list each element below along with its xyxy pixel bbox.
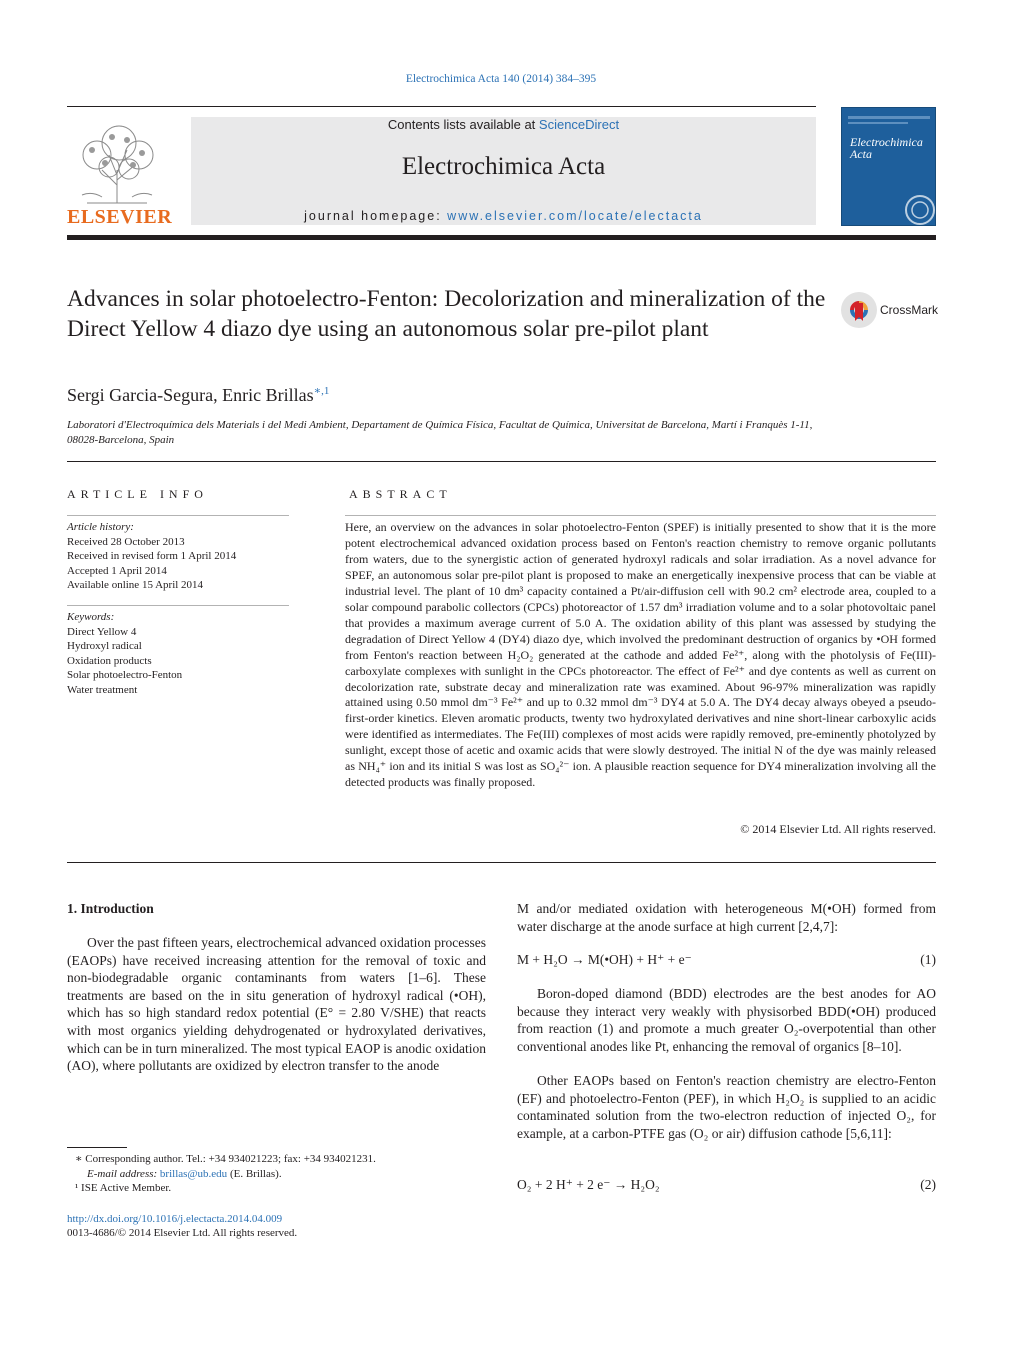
history-item: Received in revised form 1 April 2014 <box>67 550 237 562</box>
article-history <box>67 520 289 593</box>
header-thick-rule <box>67 235 936 240</box>
homepage-prefix: journal homepage: <box>304 209 448 223</box>
email-line <box>67 1167 486 1182</box>
equation-1: M + H₂O → M(•OH) + H⁺ + e⁻ <box>517 952 692 967</box>
abstract-end-rule <box>67 862 936 863</box>
footnotes <box>67 1152 486 1196</box>
email-link[interactable]: brillas@ub.edu <box>159 1167 228 1180</box>
contents-prefix: Contents lists available at <box>387 117 539 132</box>
abstract-heading: ABSTRACT <box>349 487 452 501</box>
introduction-heading: 1. Introduction <box>67 901 154 916</box>
intro-paragraph-right-3: Other EAOPs based on Fenton's reaction chemistry are electro-Fenton (EF) and photoelectro-Fenton (PEF), in which H₂O₂ is supplied to an acidic contaminated solution from the two-electron reduction of injected O₂, for example, at a carbon-PTFE gas (O₂ or air) diffusion cathode [5,6,11]: <box>517 1073 936 1141</box>
cover-art <box>842 108 936 226</box>
history-item: Accepted 1 April 2014 <box>67 564 167 577</box>
journal-name: Electrochimica Acta <box>401 153 606 180</box>
cover-title: Electrochimica Acta <box>850 135 923 161</box>
keywords-list <box>67 610 289 697</box>
abstract-text: Here, an overview on the advances in solar photoelectro-Fenton (SPEF) is initially presented to show that it is the more potent electrochemical advanced oxidation process based on Fenton's reaction chemistry to remove organic pollutants from waters, due to the synergistic action of generated hydroxyl radicals and solar irradiation. As a novel advance for SPEF, an autonomous solar pre-pilot plant is proposed to make an energetically inexpensive process that can be viable at industrial level. The plant of 10 dm³ capacity contained a Pt/air-diffusion cell with 90.2 cm² electrode area, coupled to a solar compound parabolic collectors (CPCs) photoreactor of 1.57 dm³ irradiation volume and to a solar photovoltaic panel that provides a maximum average current of 5.0 A. The oxidation ability of this plant was assessed by studying the degradation of Direct Yellow 4 (DY4) diazo dye, which involved the predominant destruction of organics by •OH formed from Fenton's reaction between H₂O₂ generated at the cathode and added Fe²⁺, along with the photolysis of Fe(III)-carboxylate complexes with sunlight in the CPCs photoreactor. The effect of Fe²⁺ and dye contents as well as current on decolorization rate, substrate decay and mineralization rate was examined. About 96-97% mineralization was rapidly attained using 0.50 mmol dm⁻³ Fe²⁺ and up to 0.32 mmol dm⁻³ DY4 at 5.0 A. The DY4 decay always obeyed a pseudo-first-order kinetics. Eleven aromatic products, twenty two hydroxylated derivatives and nine short-linear carboxylic acids were identified as intermediates. The Fe(III) complexes of most acids were rapidly removed, pre-eminently photolyzed by sunlight, except those of acetic and oxamic acids that were slowly destroyed. The initial N of the dye was mainly released as NH₄⁺ ion and its initial S was lost as SO₄²⁻ ion. A plausible reaction sequence for DY4 mineralization involving all the detected products was finally proposed. <box>345 520 936 790</box>
equation-1-number: (1) <box>920 952 936 967</box>
history-item: Available online 15 April 2014 <box>67 579 204 591</box>
keyword-item: Direct Yellow 4 <box>67 625 137 638</box>
article-title: Advances in solar photoelectro-Fenton: Decolorization and mineralization of the Direct Yellow 4 diazo dye using an autonomous solar pre-pilot plant <box>67 286 826 342</box>
ise-member-note: ¹ ISE Active Member. <box>75 1182 172 1194</box>
email-suffix: (E. Brillas). <box>227 1167 282 1180</box>
crossmark-label[interactable]: CrossMark <box>880 303 939 317</box>
header-rule <box>67 106 816 107</box>
homepage-link[interactable]: www.elsevier.com/locate/electacta <box>447 209 703 223</box>
abstract-copyright: © 2014 Elsevier Ltd. All rights reserved. <box>740 822 936 836</box>
author-names: Sergi Garcia-Segura, Enric Brillas <box>67 385 314 405</box>
affiliation: Laboratori d'Electroquímica dels Materials i del Medi Ambient, Departament de Química Física, Facultat de Química, Universitat de Barcelona, Martí i Franquès 1-11, 08028-Barcelona, Spain <box>67 419 813 446</box>
keyword-item: Solar photoelectro-Fenton <box>67 669 183 681</box>
history-label: Article history: <box>67 521 134 533</box>
sciencedirect-link[interactable]: ScienceDirect <box>538 117 620 132</box>
author-marks[interactable]: ∗,1 <box>313 385 330 397</box>
keywords-rule <box>67 605 289 606</box>
keyword-item: Water treatment <box>67 683 138 696</box>
email-label: E-mail address: <box>87 1167 160 1180</box>
author-list <box>67 384 329 406</box>
elsevier-wordmark: ELSEVIER <box>67 206 173 228</box>
intro-paragraph-left: Over the past fifteen years, electrochemical advanced oxidation processes (EAOPs) have received increasing attention for the removal of toxic and non-biodegradable organic contaminants from waters [1–6]. These treatments are based on the in situ generation of hydroxyl radical (•OH), which has so high standard redox potential (E° = 2.80 V/SHE) that reacts with most organics yielding dehydrogenated or hydroxylated derivatives, which can be in turn mineralized. The most typical EAOP is anodic oxidation (AO), where pollutants are oxidized by electron transfer to the anode <box>67 935 486 1074</box>
contents-line <box>191 117 816 132</box>
corresponding-author-note: ∗ Corresponding author. Tel.: +34 934021223; fax: +34 934021231. <box>75 1153 376 1165</box>
keyword-item: Oxidation products <box>67 654 152 667</box>
journal-citation[interactable]: Electrochimica Acta 140 (2014) 384–395 <box>405 73 597 85</box>
history-item: Received 28 October 2013 <box>67 535 185 548</box>
doi-link[interactable]: http://dx.doi.org/10.1016/j.electacta.2014.04.009 <box>67 1213 283 1225</box>
footnote-rule <box>67 1147 127 1148</box>
affiliation-rule <box>67 461 936 462</box>
article-info-heading: ARTICLE INFO <box>67 487 208 501</box>
abstract-rule <box>345 515 936 516</box>
equation-2: O₂ + 2 H⁺ + 2 e⁻ → H₂O₂ <box>517 1177 660 1192</box>
keyword-item: Hydroxyl radical <box>67 640 142 652</box>
article-info-rule <box>67 515 289 516</box>
equation-2-number: (2) <box>920 1177 936 1192</box>
issn-line: 0013-4686/© 2014 Elsevier Ltd. All rights reserved. <box>67 1227 298 1239</box>
intro-paragraph-right-1: M and/or mediated oxidation with heterogeneous M(•OH) formed from water discharge at the anode surface at high current [2,4,7]: <box>517 901 936 934</box>
keywords-label: Keywords: <box>67 611 115 623</box>
journal-cover-thumbnail[interactable] <box>841 107 936 226</box>
homepage-line <box>191 209 816 223</box>
intro-paragraph-right-2: Boron-doped diamond (BDD) electrodes are the best anodes for AO because they interact very weakly with physisorbed BDD(•OH) produced from reaction (1) and promote a much greater O₂-overpotential than other conventional anodes like Pt, enhancing the removal of organics [8–10]. <box>517 986 936 1054</box>
